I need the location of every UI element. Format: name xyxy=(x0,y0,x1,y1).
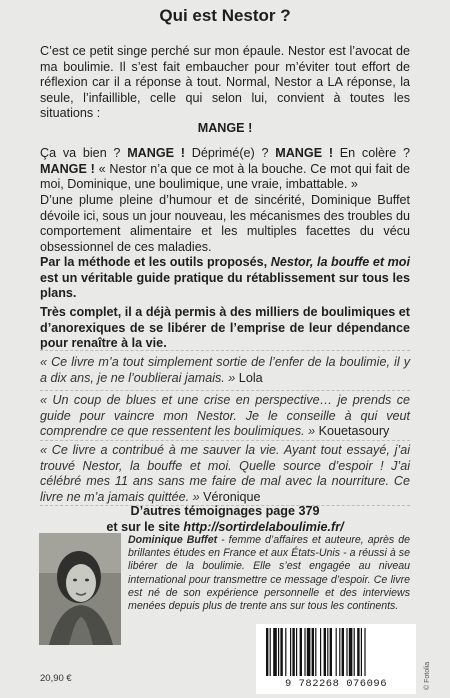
testimonial-2: « Un coup de blues et une crise en perspective… je prends ce guide pour vaincre mon Nestor. Je le conseille à qui veut comprendre ce que ressentent les boulimiques. » Kouetasoury xyxy=(40,393,410,438)
website-link[interactable]: http://sortirdelaboulimie.fr/ xyxy=(183,519,344,534)
divider xyxy=(40,350,410,351)
more-testimonials: D’autres témoignages page 379 et sur le site http://sortirdelaboulimie.fr/ xyxy=(106,504,344,534)
divider xyxy=(40,440,410,441)
divider xyxy=(40,390,410,391)
page-title: Qui est Nestor ? xyxy=(159,6,291,25)
photo-credit: © Fotolia xyxy=(424,661,431,690)
price: 20,90 € xyxy=(40,673,72,684)
author-photo xyxy=(39,533,121,645)
isbn-barcode xyxy=(256,624,416,694)
feelings-paragraph: Ça va bien ? MANGE ! Déprimé(e) ? MANGE ! En colère ? MANGE ! « Nestor n’a que ce mot à la bouche. Ce mot qui fait de moi, Dominique, une boulimique, une vraie, imbattable. » xyxy=(40,146,410,191)
mange-line: MANGE ! xyxy=(197,121,253,135)
author-bio: Dominique Buffet - femme d’affaires et auteure, après de brillantes études en France et aux États-Unis - a réussi à se libérer de la boulimie. Elle s’est engagée au niveau international pour transmettre ce message d’espoir. Ce livre est né de son expérience personnelle et des interviews menées depuis plus de trente ans sur tous les continents. xyxy=(128,534,410,613)
complete-paragraph: Très complet, il a déjà permis à des milliers de boulimiques et d’anorexiques de se libérer de l’emprise de leur dépendance pour renaître à la vie. xyxy=(40,305,410,350)
barcode-bars xyxy=(264,628,408,678)
isbn-number: 9 782268 076096 xyxy=(284,678,387,690)
intro-paragraph: C’est ce petit singe perché sur mon épaule. Nestor est l’avocat de ma boulimie. Il s’est fait embaucher pour m’éviter tout effort de réflexion car il a réponse à tout. Normal, Nestor a LA réponse, la seule, l’infaillible, celle qui selon lui, convient à toutes les situations : xyxy=(40,44,410,120)
testimonial-3: « Ce livre a contribué à me sauver la vie. Ayant tout essayé, j’ai trouvé Nestor, la bouffe et moi. Quelle source d’espoir ! J’ai célébré mes 11 ans sans me faire de mal avec la nourriture. Ce livre ne m’a jamais quittée. » Véronique xyxy=(40,443,410,504)
method-paragraph: Par la méthode et les outils proposés, Nestor, la bouffe et moi est un véritable guide pratique du rétablissement sur tous les plans. xyxy=(40,255,411,300)
testimonial-1: « Ce livre m’a tout simplement sortie de l’enfer de la boulimie, il y a dix ans, je ne l’oublierai jamais. » Lola xyxy=(40,355,410,385)
author-paragraph: D’une plume pleine d’humour et de sincérité, Dominique Buffet dévoile ici, sous un jour nouveau, les mécanismes des troubles du comportement alimentaire et les multiples facettes du vécu obsessionnel de ces maladies. xyxy=(40,193,410,254)
